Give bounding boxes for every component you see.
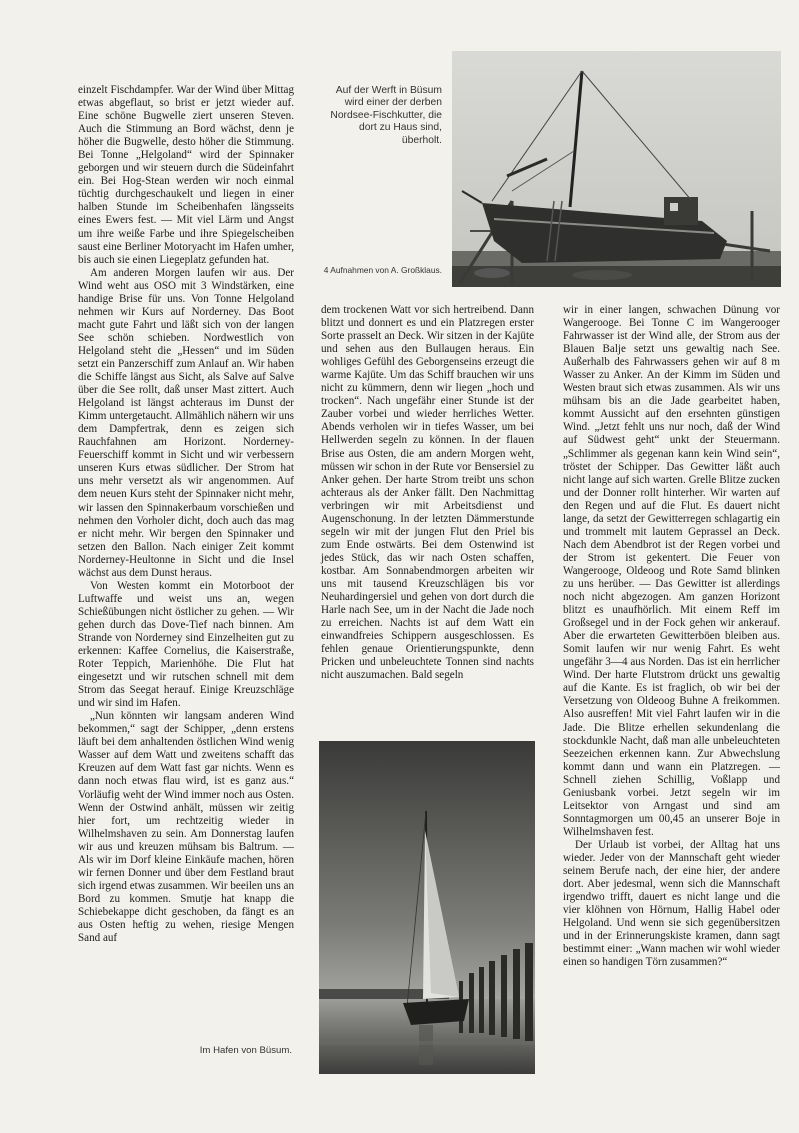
paragraph: „Nun könnten wir langsam anderen Wind bekommen,“ sagt der Schipper, „denn erstens läuft bei dem anhaltenden östlichen Wind wenig Wasser auf dem Watt und zweitens schafft das Kreuzen auf dem Watt fast gar nichts. Wenn es dann noch etwas flau wird, ist es ganz aus.“ Vorläufig weht der Wind immer noch aus Osten. Wenn der Ostwind anhält, müssen wir zeitig hier fort, um rechtzeitig wieder in Wilhelmshaven zu sein. Am Donnerstag laufen wir aus und kreuzen mühsam bis Baltrum. — Als wir im Dorf kleine Einkäufe machen, hören wir fernen Donner und über dem Festland braut sich irgend etwas zusammen. Wir beeilen uns an Bord zu kommen. Smutje hat knapp die Schiebekappe dicht geschoben, da fängt es an aus Osten heftig zu wehen, riesige Mengen Sand auf	[78, 710, 294, 945]
paragraph: Von Westen kommt ein Motorboot der Luftwaffe und weist uns an, wegen Schießübungen nicht östlicher zu gehen. — Wir gehen durch das Dove-Tief nach binnen. Am Strande von Norderney sind Einzelheiten gut zu erkennen: Kaffee Cornelius, die Kaiserstraße, Roter Teppich, Marienhöhe. Die Flut hat eingesetzt und wir rutschen schnell mit dem Strom das Seegat herauf. Einige Kreuzschläge und wir sind im Hafen.	[78, 579, 294, 710]
paragraph: Am anderen Morgen laufen wir aus. Der Wind weht aus OSO mit 3 Windstärken, eine handige Brise für uns. Von Tonne Helgoland nehmen wir Kurs auf Norderney. Das Boot macht gute Fahrt und läßt sich von der langen See schön schieben. Nordwestlich von Helgoland steht die „Hessen“ und im Süden setzt ein Panzerschiff zum Anlauf an. Wir haben die Schiffe längst aus Sicht, als Salve auf Salve über die See rollt, daß unser Mast zittert. Auch Helgoland ist längst achteraus im Dunst der Kimm untergetaucht. Allmählich nähern wir uns dem Dampfertrak, denn es zeigen sich Rauchfahnen am Horizont. Norderney-Feuerschiff kommt in Sicht und wir verbessern unseren Kurs etwas südlicher. Der Strom hat uns mehr versetzt als wir angenommen. Auf dem neuen Kurs steht der Spinnaker nicht mehr, wir lassen den Spinnakerbaum vorschießen und nehmen den Vorholer dicht, doch auch das mag er nicht mehr. Wir bergen den Spinnaker und setzen den Ballon. Nach einiger Zeit kommt Norderney-Heultonne in Sicht und die Insel wächst aus dem Dunst heraus.	[78, 266, 294, 579]
article-column-2	[321, 304, 534, 682]
article-column-1	[78, 84, 294, 945]
photo-credit: 4 Aufnahmen von A. Großklaus.	[323, 265, 442, 275]
paragraph: dem trockenen Watt vor sich hertreibend. Dann blitzt und donnert es und ein Platzregen erster Sorte prasselt an Deck. Wir sitzen in der Kajüte und sehen aus den Bullaugen heraus. Ein wohliges Gefühl des Geborgenseins erzeugt die warme Kajüte. Um das Schiff brauchen wir uns nicht zu kümmern, denn wir liegen „hoch und trocken“. Nach ungefähr einer Stunde ist der Zauber vorbei und wieder herrliches Wetter. Abends verholen wir in tiefes Wasser, um bei Hellwerden segeln zu können. In der flauen Brise aus Osten, die am andern Morgen weht, müssen wir schon in der Rute vor Bensersiel zu Anker gehen. Der harte Strom treibt uns schon achteraus als der Anker fällt. Den Nachmittag verbringen wir mit Arbeitsdienst und Augenschonung. In der letzten Dämmerstunde segeln wir mit der jungen Flut den Priel bis zum Ende ostwärts. Bei dem Ostenwind ist jedes Stück, das wir nach Osten schaffen, kostbar. Am Sonnabendmorgen arbeiten wir uns mit tausend Kreuzschlägen bis vor Neuhardingersiel und gehen von dort durch die Harle nach See, um in der Nacht die Jade noch zu erreichen. Nachts ist auf dem Watt ein einwandfreies Schippern ausgeschlossen. Es fehlen genaue Orientierungspunkte, denn Pricken und unbeleuchtete Tonnen sind nachts nicht auszumachen. Bald segeln	[321, 304, 534, 682]
photo-caption-werft: Auf der Werft in Büsum wird einer der derben Nordsee-Fischkutter, die dort zu Haus sind, überholt.	[330, 85, 442, 146]
photo-caption-hafen: Im Hafen von Büsum.	[199, 1045, 292, 1056]
sailboat-in-harbor-photo	[319, 741, 535, 1074]
paragraph: einzelt Fischdampfer. War der Wind über Mittag etwas abgeflaut, so brist er jetzt wieder auf. Eine schöne Bugwelle ziert unseren Steven. Auch die Stimmung an Bord wächst, denn je höher die Bugwelle, desto höher die Stimmung. Bei Tonne „Helgoland“ wird der Spinnaker geborgen und wir steuern durch die Südeinfahrt ein. Bei Hog-Stean werden wir noch einmal tüchtig durchgeschaukelt und liegen in einer halben Stunde im Scheibenhafen längsseits eines Ewers fest. — Mit viel Lärm und Angst um ihre weiße Farbe und ihre Spiegelscheiben saust eine Berliner Motoryacht im Hafen umher, bis auch sie einen Liegeplatz gefunden hat.	[78, 84, 294, 266]
boat-on-slipway-photo	[452, 51, 781, 287]
paragraph: wir in einer langen, schwachen Dünung vor Wangerooge. Bei Tonne C im Wangerooger Fahrwasser ist der Wind alle, der Strom aus der Blauen Balje setzt uns gewaltig nach See. Außerhalb des Fahrwassers gehen wir auf 8 m Wasser zu Anker. An der Kimm im Süden und Westen braut sich etwas zusammen. Als wir uns mühsam bis an die Jade gearbeitet haben, kommt Aussicht auf den ersehnten günstigen Wind. „Jetzt fehlt uns nur noch, daß der Wind auf Südwest geht“ unkt der Steuermann. „Schlimmer als gegenan kann kein Wind sein“, tröstet der Schipper. Das Gewitter läßt auch nicht lange auf sich warten. Grelle Blitze zucken und der Donner rollt hinterher. Wir warten auf den Regen und auf die Flut. Es dauert nicht lange, da setzt der Gewitterregen schlagartig ein und trommelt mit lautem Geprassel an Deck. Nach dem Abendbrot ist der Regen vorbei und der Strom ist gekentert. Die Feuer von Wangerooge, Oldeoog und Rote Samd blinken zu uns herüber. — Das Gewitter ist allerdings noch nicht abgezogen. Am ganzen Horizont blitzt es unaufhörlich. Mit einem Reff im Großsegel und in der Fock gehen wir ankerauf. Aber die erwarteten Gewitterböen bleiben aus. Somit laufen wir nur wenig Fahrt. Es weht ungefähr 3—4 aus Norden. Das ist ein herrlicher Wind. Der harte Flutstrom drückt uns gewaltig auf die Kante. Es ist fraglich, ob wir bei der Versetzung von Oldeoog Buhne A freikommen. Also ausreffen! Mit viel Fahrt laufen wir in die Jade. Die Blitze erhellen sekundenlang die stockdunkle Nacht, daß man alle unbeleuchteten Seezeichen erkennen kann. Zur Abwechslung kommt dann und wann ein Platzregen. — Schnell ziehen Schillig, Voßlapp und Geniusbank vorbei. Jetzt segeln wir im Leitsektor von Arngast und sind am Sonntagmorgen um 00,45 an unserer Boje in Wilhelmshaven fest.	[563, 304, 780, 838]
paragraph: Der Urlaub ist vorbei, der Alltag hat uns wieder. Jeder von der Mannschaft geht wieder seinem Berufe nach, der eine hier, der andere dort. Aber jedesmal, wenn sich die Mannschaft irgendwo trifft, dauert es nicht lange und die vier klöhnen von Hörnum, Hallig Habel oder Helgoland. Und wenn sie sich gegenübersitzen und in der Erinnerungskiste kramen, dann sagt bestimmt einer: „Wann machen wir wohl wieder einen so handigen Törn zusammen?“	[563, 838, 780, 969]
article-column-3	[563, 304, 780, 969]
